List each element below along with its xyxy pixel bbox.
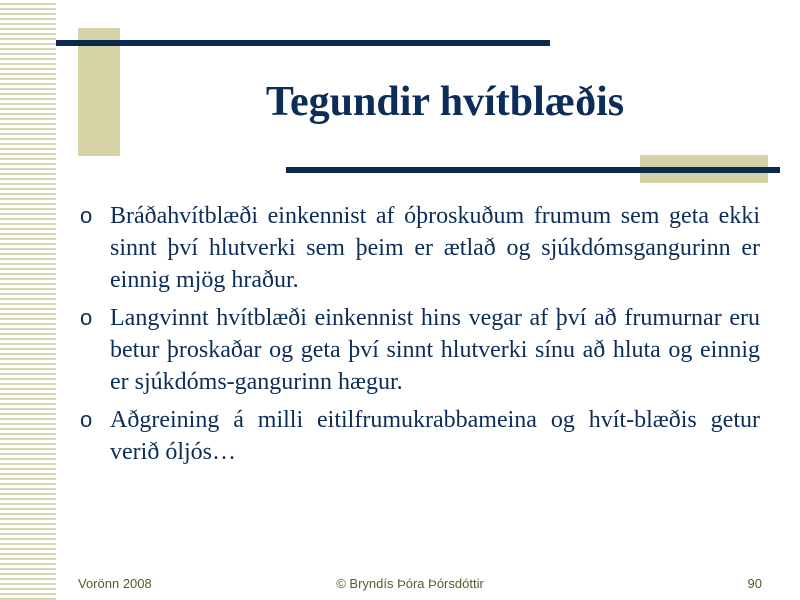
footer-term: Vorönn 2008 (78, 576, 152, 591)
bullet-text: Aðgreining á milli eitilfrumukrabbameina og hvít-blæðis getur verið óljós… (110, 407, 760, 465)
title-rule-bottom (286, 167, 780, 173)
bullet-text: Langvinnt hvítblæði einkennist hins vegar af því að frumurnar eru betur þroskaðar og geta því sinnt hlutverki sínu að hluta og einnig er sjúkdóms-gangurinn hægur. (110, 305, 760, 395)
slide-title: Tegundir hvítblæðis (265, 79, 625, 125)
bullet-item (78, 302, 760, 398)
footer-copyright: © Bryndís Þóra Þórsdóttir (336, 576, 484, 591)
bullet-circle-icon: o (80, 407, 93, 432)
bullet-item (78, 200, 760, 296)
bullet-text: Bráðahvítblæði einkennist af óþroskuðum frumum sem geta ekki sinnt því hlutverki sem þeim er ætlað og sjúkdómsgangurinn er einnig mjög hraður. (110, 203, 760, 293)
bullet-circle-icon: o (80, 203, 93, 228)
accent-block-left (78, 28, 120, 156)
decorative-stripes (0, 0, 56, 600)
page-number: 90 (747, 576, 762, 591)
bullet-circle-icon: o (80, 305, 93, 330)
bullet-list (78, 200, 760, 474)
title-rule-top (56, 40, 550, 46)
bullet-item (78, 404, 760, 468)
